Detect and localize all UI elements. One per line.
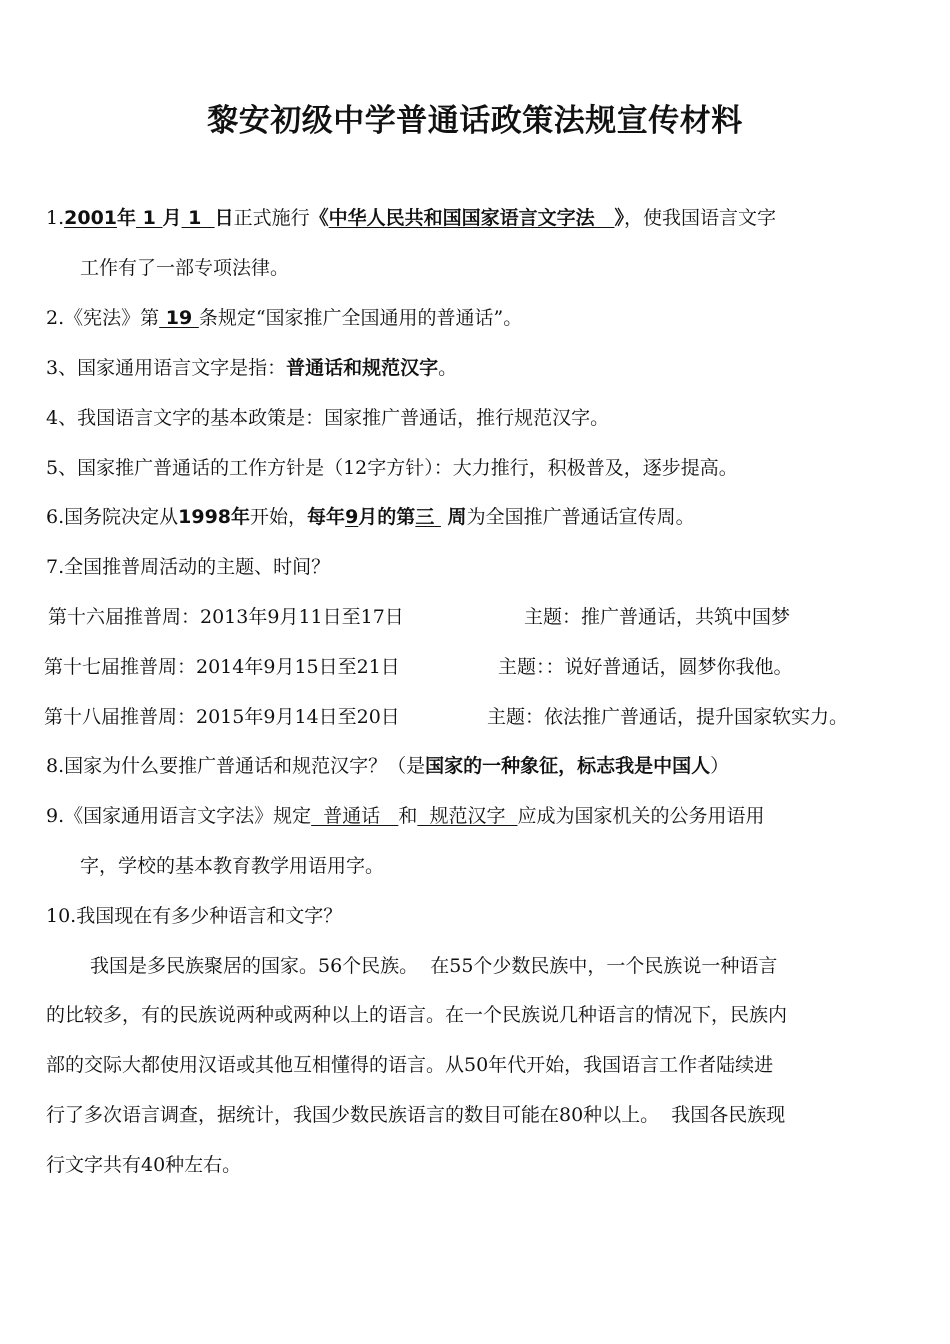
item-1-bracket-open: 《: [309, 207, 329, 229]
item-6-text-end: 为全国推广普通话宣传周。: [466, 506, 695, 528]
promo-week-16-date: 第十六届推普周：2013年9月11日至17日: [48, 606, 404, 628]
item-10-question: 10.我国现在有多少种语言和文字？: [46, 905, 343, 927]
item-6-week-number: 三: [415, 506, 441, 528]
item-2-text-end: 条规定“国家推广全国通用的普通话”。: [198, 307, 523, 329]
item-6-month-of: 月的第: [358, 506, 416, 528]
item-8-answer: 国家的一种象征，标志我是中国人: [425, 755, 711, 777]
item-1-continuation: 工作有了一部专项法律。: [80, 257, 290, 279]
item-1-text: 正式施行: [233, 207, 310, 229]
item-9: [46, 802, 765, 830]
item-7: 7.全国推普周活动的主题、时间？: [46, 556, 331, 578]
item-5: 5、国家推广普通话的工作方针是（12字方针）：大力推行，积极普及，逐步提高。: [46, 457, 738, 479]
item-10-paragraph-line-5: 行文字共有40种左右。: [46, 1154, 242, 1176]
item-8: [46, 752, 729, 780]
item-10-paragraph-line-1: 我国是多民族聚居的国家。56个民族。 在55个少数民族中，一个民族说一种语言: [90, 955, 778, 977]
item-1-day-char: 日: [214, 207, 234, 229]
item-6-month: 9: [345, 506, 359, 528]
item-9-blank-putonghua: 普通话: [311, 805, 399, 827]
item-1-year-char: 年: [117, 207, 137, 229]
item-1: [46, 204, 776, 232]
item-1-year: 2001: [64, 207, 118, 229]
item-1-bracket-close: 》: [614, 207, 625, 229]
item-3-answer: 普通话和规范汉字: [286, 357, 439, 379]
item-1-number: 1.: [46, 207, 65, 229]
item-1-day: 1: [181, 207, 215, 229]
item-2-article-number: 19: [159, 307, 199, 329]
item-1-month-char: 月: [162, 207, 182, 229]
promo-week-17-date: 第十七届推普周：2014年9月15日至21日: [44, 656, 400, 678]
item-9-continuation: 字，学校的基本教育教学用语用字。: [80, 855, 385, 877]
promo-week-18-theme: 主题：依法推广普通话，提升国家软实力。: [487, 706, 849, 728]
promo-week-18-date: 第十八届推普周：2015年9月14日至20日: [44, 706, 400, 728]
item-6-year: 1998年: [178, 506, 251, 528]
item-10-paragraph-line-3: 部的交际大都使用汉语或其他互相懂得的语言。从50年代开始，我国语言工作者陆续进: [46, 1054, 774, 1076]
document-title: 黎安初级中学普通话政策法规宣传材料: [207, 103, 743, 139]
item-3-text: 3、国家通用语言文字是指：: [46, 357, 287, 379]
item-2: [46, 304, 522, 332]
item-6-text-mid: 开始，: [250, 506, 308, 528]
promo-week-16-theme: 主题：推广普通话，共筑中国梦: [524, 606, 791, 628]
item-1-text-end: ，使我国语言文字: [624, 207, 777, 229]
item-3: [46, 354, 457, 382]
item-6-week: 周: [440, 506, 467, 528]
item-2-text: 2.《宪法》第: [46, 307, 160, 329]
item-10-paragraph-line-4: 行了多次语言调查，据统计，我国少数民族语言的数目可能在80种以上。 我国各民族现: [46, 1104, 786, 1126]
item-3-text-end: 。: [438, 357, 458, 379]
item-8-text-end: ）: [710, 755, 730, 777]
item-6: [46, 503, 695, 531]
item-8-text: 8.国家为什么要推广普通话和规范汉字？（是: [46, 755, 426, 777]
item-6-text: 6.国务院决定从: [46, 506, 179, 528]
item-6-every-year: 每年: [307, 506, 346, 528]
item-9-text-end: 应成为国家机关的公务用语用: [517, 805, 765, 827]
item-9-and: 和: [398, 805, 418, 827]
item-1-law-name: 中华人民共和国国家语言文字法: [328, 207, 615, 229]
item-1-month: 1: [136, 207, 163, 229]
item-4: 4、我国语言文字的基本政策是：国家推广普通话，推行规范汉字。: [46, 407, 610, 429]
item-9-blank-hanzi: 规范汉字: [417, 805, 518, 827]
item-9-text: 9.《国家通用语言文字法》规定: [46, 805, 312, 827]
promo-week-17-theme: 主题：：说好普通话，圆梦你我他。: [498, 656, 793, 678]
item-10-paragraph-line-2: 的比较多，有的民族说两种或两种以上的语言。在一个民族说几种语言的情况下，民族内: [46, 1004, 788, 1026]
